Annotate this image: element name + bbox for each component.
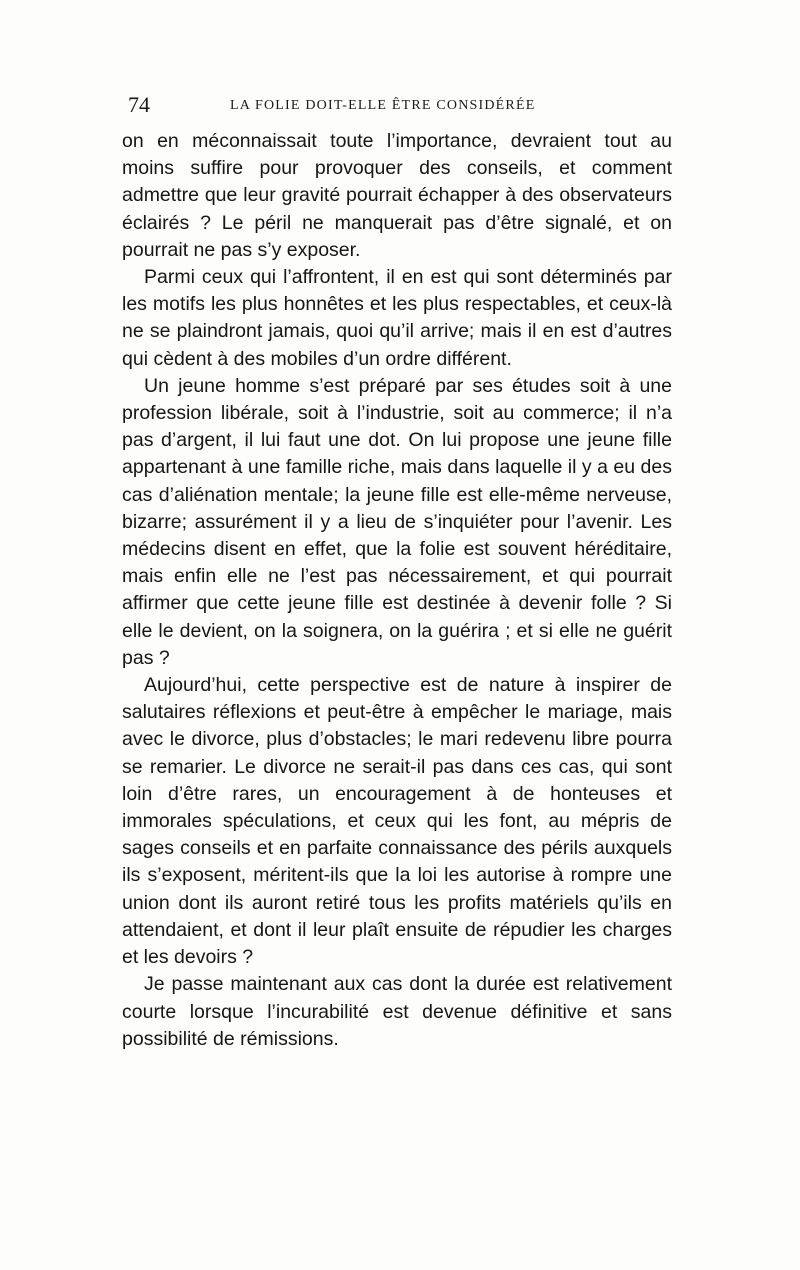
body-text <box>122 128 672 1053</box>
page-number: 74 <box>128 92 150 117</box>
paragraph: on en méconnaissait toute l’importance, devraient tout au moins suffire pour provoquer des conseils, et comment admettre que leur gravité pourrait échapper à des observateurs éclairés ? Le péril ne manquerait pas d’être signalé, et on pourrait ne pas s’y exposer. <box>122 130 672 261</box>
paragraph: Parmi ceux qui l’affrontent, il en est qui sont déterminés par les motifs les plus honnêtes et les plus respectables, et ceux-là ne se plaindront jamais, quoi qu’il arrive; mais il en est d’autres qui cèdent à des mobiles d’un ordre différent. <box>122 266 672 370</box>
paragraph: Un jeune homme s’est préparé par ses études soit à une profession libérale, soit à l’industrie, soit au commerce; il n’a pas d’argent, il lui faut une dot. On lui propose une jeune fille appartenant à une famille riche, mais dans laquelle il y a eu des cas d’aliénation mentale; la jeune fille est elle-même nerveuse, bizarre; assurément il y a lieu de s’inquiéter pour l’avenir. Les médecins disent en effet, que la folie est souvent héréditaire, mais enfin elle ne l’est pas nécessairement, et qui pourrait affirmer que cette jeune fille est destinée à devenir folle ? Si elle le devient, on la soignera, on la guérira ; et si elle ne guérit pas ? <box>122 374 672 669</box>
page-header <box>128 92 672 122</box>
paragraph: Aujourd’hui, cette perspective est de nature à inspirer de salutaires réflexions et peut-être à empêcher le mariage, mais avec le divorce, plus d’obstacles; le mari redevenu libre pourra se remarier. Le divorce ne serait-il pas dans ces cas, qui sont loin d’être rares, un encouragement à de honteuses et immorales spéculations, et ceux qui les font, au mépris de sages conseils et en parfaite connaissance des périls auxquels ils s’exposent, méritent-ils que la loi les autorise à rompre une union dont ils auront retiré tous les profits matériels qu’ils en attendaient, et dont il leur plaît ensuite de répudier les charges et les devoirs ? <box>122 674 672 969</box>
paragraph: Je passe maintenant aux cas dont la durée est relativement courte lorsque l’incurabilité est devenue définitive et sans possibilité de rémissions. <box>122 973 672 1050</box>
running-head: LA FOLIE DOIT-ELLE ÊTRE CONSIDÉRÉE <box>230 98 536 113</box>
